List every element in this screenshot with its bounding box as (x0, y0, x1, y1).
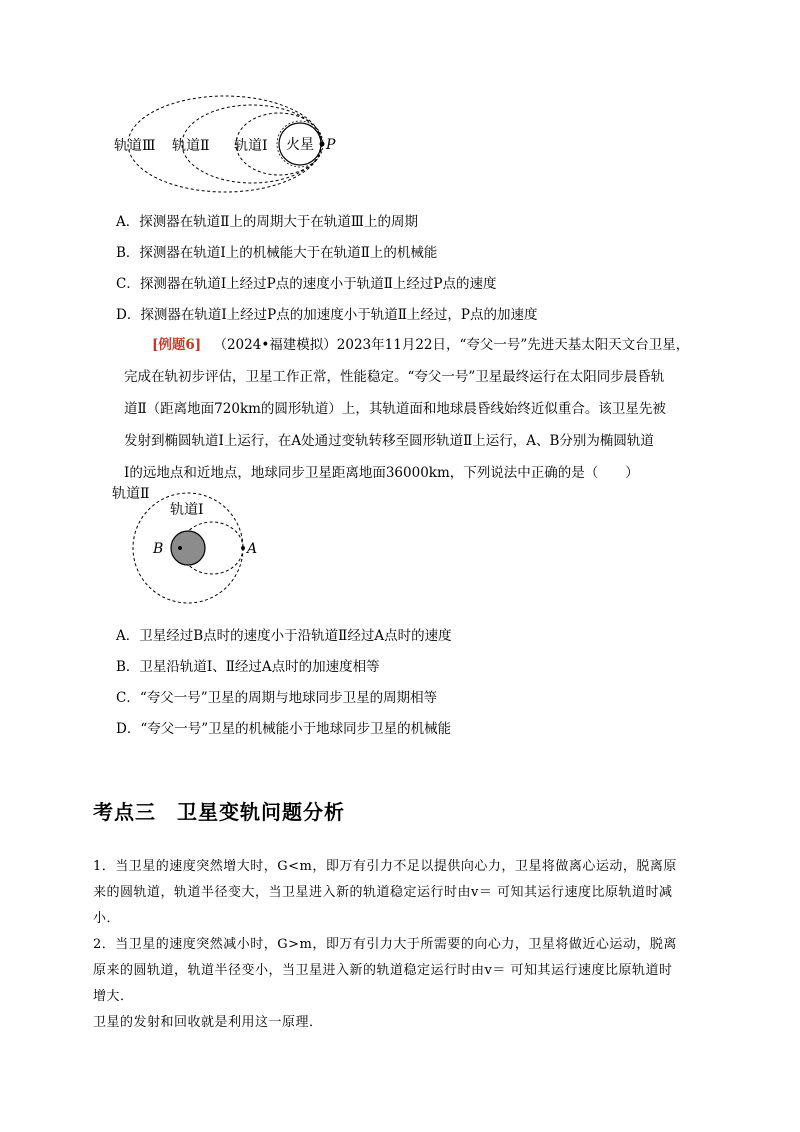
section-para-line-2: 来的圆轨道，轨道半径变大，当卫星进入新的轨道稳定运行时由v＝ 可知其运行速度比原轨道时减 (93, 885, 673, 900)
section-para-line-6: 增大． (93, 989, 134, 1004)
orbit-1-label: 轨道Ⅰ (170, 502, 204, 518)
orbit-2-label: 轨道Ⅱ (172, 138, 210, 154)
q2-option-d: D．“夸父一号”卫星的机械能小于地球同步卫星的机械能 (116, 721, 452, 737)
section-para-line-1: 1．当卫星的速度突然增大时，G<m，即万有引力不足以提供向心力，卫星将做离心运动，脱离原 (93, 859, 677, 874)
q2-option-b: B．卫星沿轨道Ⅰ、Ⅱ经过A点时的加速度相等 (116, 659, 380, 675)
section-para-line-5: 原来的圆轨道，轨道半径变小，当卫星进入新的轨道稳定运行时由v＝ 可知其运行速度比原轨道时 (93, 963, 673, 978)
example6-line-1 (152, 336, 689, 354)
example6-text-1: （2024•福建模拟）2023年11月22日，“夸父一号”先进天基太阳天文台卫星， (213, 337, 690, 353)
point-a-label: A (247, 541, 258, 557)
q1-option-c: C．探测器在轨道Ⅰ上经过P点的速度小于轨道Ⅱ上经过P点的速度 (116, 276, 497, 292)
section-para-line-3: 小． (93, 911, 121, 926)
mars-orbit-diagram (110, 88, 350, 198)
mars-label: 火星 (286, 137, 314, 153)
q1-option-b: B．探测器在轨道Ⅰ上的机械能大于在轨道Ⅱ上的机械能 (116, 245, 438, 261)
point-b-dot (178, 546, 182, 550)
point-a-dot (241, 546, 245, 550)
earth (171, 531, 205, 565)
orbit-2-label: 轨道Ⅱ (112, 486, 150, 502)
point-b-label: B (153, 541, 164, 557)
example6-line-4: 发射到椭圆轨道Ⅰ上运行，在A处通过变轨转移至圆形轨道Ⅱ上运行，A、B分别为椭圆轨道 (124, 433, 654, 449)
example6-line-5: Ⅰ的远地点和近地点，地球同步卫星距离地面36000km，下列说法中正确的是（ ） (124, 465, 639, 481)
example6-line-2: 完成在轨初步评估，卫星工作正常，性能稳定。“夸父一号”卫星最终运行在太阳同步晨昏轨 (124, 369, 665, 385)
satellite-orbit-diagram (108, 484, 278, 609)
orbit-1-label: 轨道Ⅰ (234, 138, 268, 154)
q1-option-a: A．探测器在轨道Ⅱ上的周期大于在轨道Ⅲ上的周期 (116, 214, 418, 230)
q1-option-d: D．探测器在轨道Ⅰ上经过P点的加速度小于轨道Ⅱ上经过，P点的加速度 (116, 307, 538, 323)
point-p-label: P (326, 137, 336, 153)
q2-option-a: A．卫星经过B点时的速度小于沿轨道Ⅱ经过A点时的速度 (116, 628, 452, 644)
section-para-line-4: 2．当卫星的速度突然减小时，G>m，即万有引力大于所需要的向心力，卫星将做近心运动，脱离 (93, 937, 677, 952)
q2-option-c: C．“夸父一号”卫星的周期与地球同步卫星的周期相等 (116, 690, 438, 706)
point-p-dot (320, 142, 325, 147)
example6-line-3: 道Ⅱ（距离地面720km的圆形轨道）上，其轨道面和地球晨昏线始终近似重合。该卫星先被 (124, 401, 666, 417)
section-heading: 考点三 卫星变轨问题分析 (93, 800, 345, 824)
orbit-3-label: 轨道Ⅲ (114, 138, 156, 154)
section-para-line-7: 卫星的发射和回收就是利用这一原理． (93, 1015, 323, 1030)
example-tag: [例题6] (152, 337, 202, 353)
